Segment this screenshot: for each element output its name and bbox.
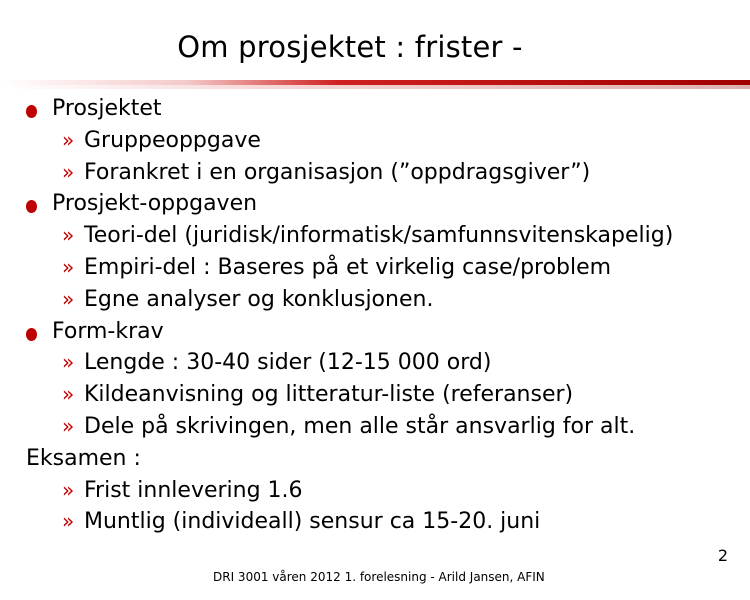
slide-title: Om prosjektet : frister - <box>177 30 523 64</box>
sub-bullet-marker: » <box>62 350 75 375</box>
sub-bullet-text: Lengde : 30-40 sider (12-15 000 ord) <box>84 350 492 376</box>
sub-bullet-marker: » <box>62 509 75 534</box>
list-item <box>0 252 740 284</box>
list-item <box>0 188 740 220</box>
list-item <box>0 475 740 507</box>
sub-bullet-marker: » <box>62 286 75 311</box>
slide-footer: DRI 3001 våren 2012 1. forelesning - Arild Jansen, AFIN <box>213 570 545 584</box>
list-item <box>0 93 740 125</box>
sub-bullet-marker: » <box>62 254 75 279</box>
list-item <box>0 284 740 316</box>
sub-bullet-text: Gruppeoppgave <box>84 127 261 153</box>
list-item <box>0 506 740 538</box>
list-item <box>0 443 740 475</box>
list-item <box>0 316 740 348</box>
list-item <box>0 157 740 189</box>
bullet-dot-icon <box>26 105 37 118</box>
bullet-dot-icon <box>26 200 37 213</box>
sub-bullet-marker: » <box>62 127 75 152</box>
section-heading: Eksamen : <box>26 445 141 471</box>
sub-bullet-text: Egne analyser og konklusjonen. <box>84 286 434 312</box>
bullet-text: Prosjekt-oppgaven <box>52 191 258 217</box>
sub-bullet-text: Kildeanvisning og litteratur-liste (referanser) <box>84 382 574 408</box>
sub-bullet-marker: » <box>62 223 75 248</box>
slide-content <box>0 93 740 538</box>
list-item <box>0 125 740 157</box>
sub-bullet-text: Dele på skrivingen, men alle står ansvarlig for alt. <box>84 413 636 439</box>
sub-bullet-text: Frist innlevering 1.6 <box>84 477 303 503</box>
sub-bullet-marker: » <box>62 159 75 184</box>
list-item <box>0 220 740 252</box>
bullet-text: Form-krav <box>52 318 164 344</box>
sub-bullet-marker: » <box>62 413 75 438</box>
sub-bullet-marker: » <box>62 477 75 502</box>
title-rule-shadow <box>0 85 750 89</box>
list-item <box>0 379 740 411</box>
sub-bullet-text: Empiri-del : Baseres på et virkelig case/problem <box>84 254 612 280</box>
bullet-dot-icon <box>26 328 37 341</box>
list-item <box>0 411 740 443</box>
sub-bullet-text: Teori-del (juridisk/informatisk/samfunnsvitenskapelig) <box>84 223 674 249</box>
list-item <box>0 347 740 379</box>
bullet-text: Prosjektet <box>52 96 162 121</box>
page-number: 2 <box>717 546 728 565</box>
sub-bullet-text: Muntlig (individeall) sensur ca 15-20. juni <box>84 509 541 535</box>
sub-bullet-text: Forankret i en organisasjon (”oppdragsgiver”) <box>84 159 591 185</box>
sub-bullet-marker: » <box>62 382 75 407</box>
